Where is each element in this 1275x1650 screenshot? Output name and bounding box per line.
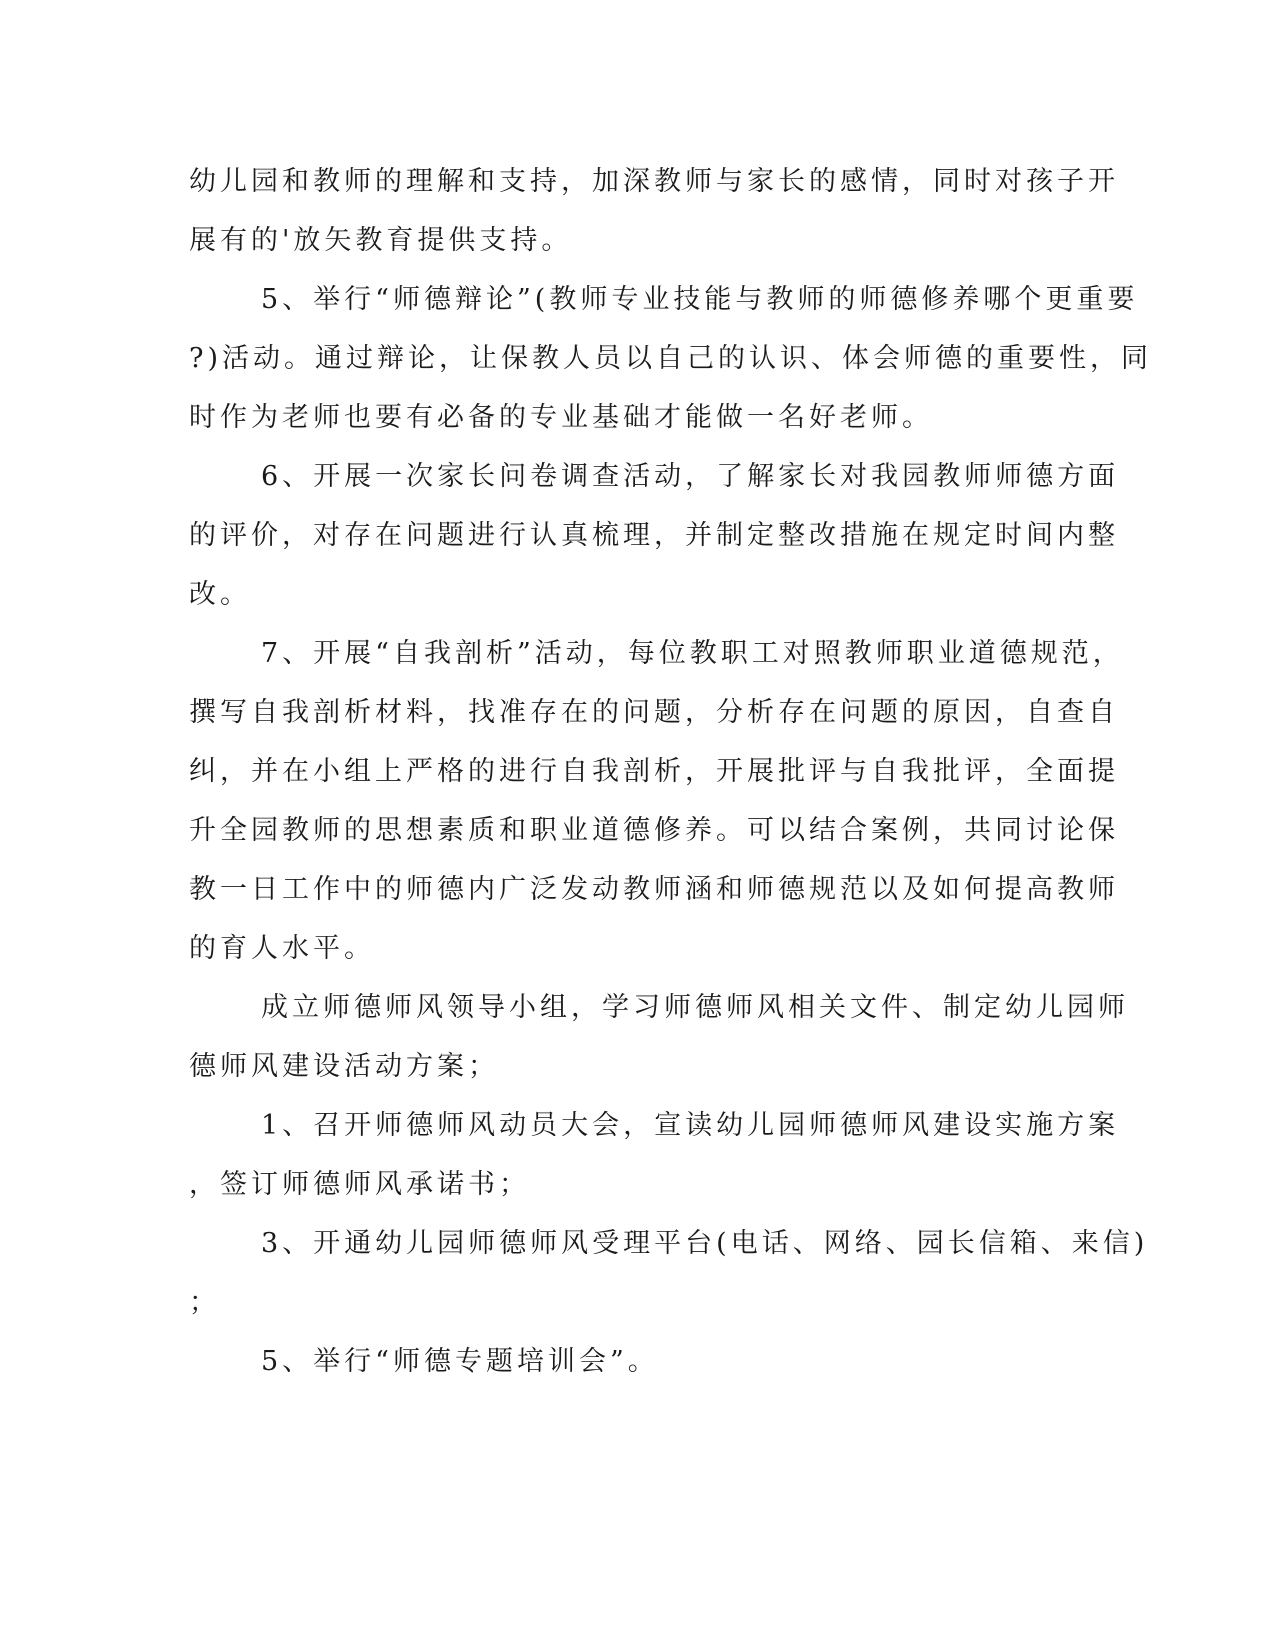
text-line: 的育人水平。 [189,933,375,964]
text-line: ?)活动。通过辩论，让保教人员以自己的认识、体会师德的重要性，同 [189,343,1153,374]
paragraph-line: 5、举行“师德辩论”(教师专业技能与教师的师德修养哪个更重要 [261,284,1139,315]
paragraph-line: 成立师德师风领导小组，学习师德师风相关文件、制定幼儿园师 [261,992,1129,1023]
paragraph-line: 7、开展“自我剖析”活动，每位教职工对照教师职业道德规范， [261,638,1124,669]
text-line: 教一日工作中的师德内广泛发动教师涵和师德规范以及如何提高教师 [189,874,1119,905]
text-line: ，签订师德师风承诺书； [189,1169,530,1200]
text-line: 德师风建设活动方案； [189,1051,499,1082]
text-line: 升全园教师的思想素质和职业道德修养。可以结合案例，共同讨论保 [189,815,1119,846]
text-line: 改。 [189,579,251,610]
paragraph-line: 3、开通幼儿园师德师风受理平台(电话、网络、园长信箱、来信) [261,1228,1149,1259]
text-line: 纠，并在小组上严格的进行自我剖析，开展批评与自我批评，全面提 [189,756,1119,787]
text-line: ； [189,1287,220,1318]
paragraph-line: 6、开展一次家长问卷调查活动，了解家长对我园教师师德方面 [261,461,1120,492]
text-line: 撰写自我剖析材料，找准存在的问题，分析存在问题的原因，自查自 [189,697,1119,728]
text-line: 展有的'放矢教育提供支持。 [189,225,573,256]
paragraph-line: 1、召开师德师风动员大会，宣读幼儿园师德师风建设实施方案 [261,1110,1120,1141]
text-line: 幼儿园和教师的理解和支持，加深教师与家长的感情，同时对孩子开 [189,166,1119,197]
text-line: 的评价，对存在问题进行认真梳理，并制定整改措施在规定时间内整 [189,520,1119,551]
paragraph-line: 5、举行“师德专题培训会”。 [261,1346,659,1377]
text-line: 时作为老师也要有必备的专业基础才能做一名好老师。 [189,402,933,433]
